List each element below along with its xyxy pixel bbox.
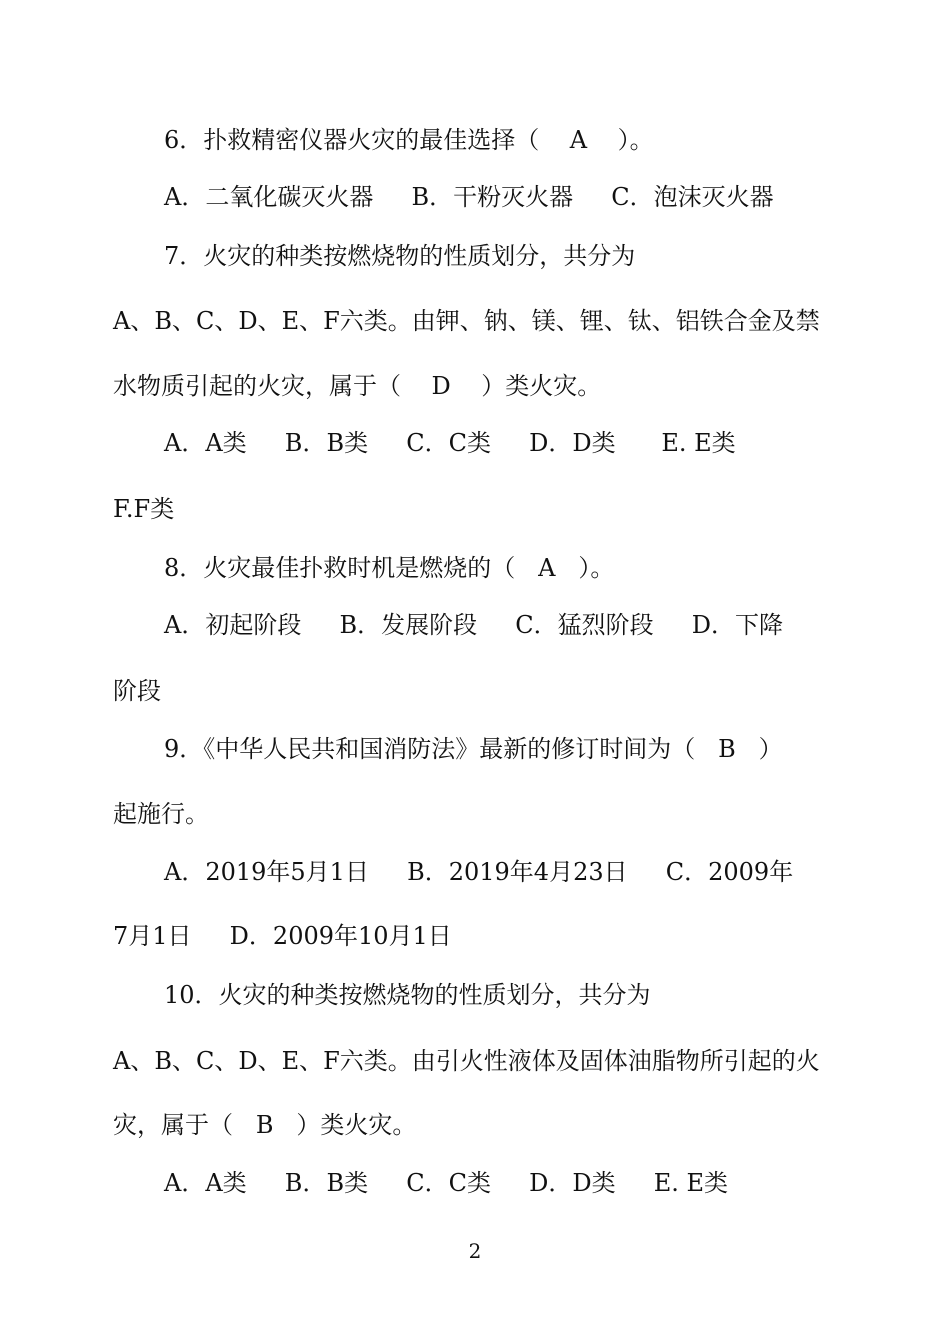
question-9-text-cont: 起施行。	[113, 800, 209, 828]
question-9-text: 9．《中华人民共和国消防法》最新的修订时间为（ B ）	[164, 735, 783, 763]
question-8-text: 8．火灾最佳扑救时机是燃烧的（ A ）。	[164, 554, 615, 582]
question-7-options: A．A类 B．B类 C．C类 D．D类 E. E类	[164, 429, 736, 457]
question-9-options: A．2019年5月1日 B．2019年4月23日 C．2009年	[164, 858, 794, 886]
question-9-options-cont: 7月1日 D．2009年10月1日	[113, 922, 452, 950]
question-10-text-cont-2: 灾，属于（ B ）类火灾。	[113, 1111, 417, 1139]
question-10-text-cont-1: A、B、C、D、E、F六类。由引火性液体及固体油脂物所引起的火	[113, 1047, 820, 1075]
question-7-text: 7．火灾的种类按燃烧物的性质划分，共分为	[164, 242, 636, 270]
question-10-text: 10．火灾的种类按燃烧物的性质划分，共分为	[164, 981, 651, 1009]
question-8-options-cont: 阶段	[113, 677, 161, 705]
page-number: 2	[468, 1239, 482, 1263]
question-7-text-cont-1: A、B、C、D、E、F六类。由钾、钠、镁、锂、钛、铝铁合金及禁	[113, 307, 820, 335]
question-6-options: A．二氧化碳灭火器 B．干粉灭火器 C．泡沫灭火器	[164, 183, 774, 211]
question-8-options: A．初起阶段 B．发展阶段 C．猛烈阶段 D．下降	[164, 611, 784, 639]
question-7-text-cont-2: 水物质引起的火灾，属于（ D ）类火灾。	[113, 372, 602, 400]
question-10-options: A．A类 B．B类 C．C类 D．D类 E. E类	[164, 1169, 729, 1197]
question-6-text: 6．扑救精密仪器火灾的最佳选择（ A ）。	[164, 126, 654, 154]
question-7-options-cont: F.F类	[113, 495, 175, 523]
